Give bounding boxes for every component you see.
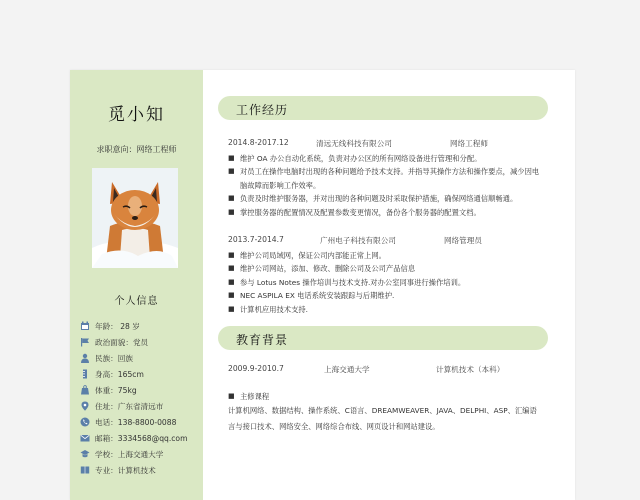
info-politics: 政治面貌：党员 — [80, 334, 200, 350]
info-email: 邮箱：3334568@qq.com — [80, 430, 200, 446]
email-icon — [80, 433, 90, 443]
info-height: 身高：165cm — [80, 366, 200, 382]
work-experience-title: 工作经历 — [236, 103, 289, 117]
fox-image — [92, 168, 178, 268]
work-experience-header — [218, 96, 548, 120]
list-item: ■ 参与 Lotus Notes 操作培训与技术支持.对办公室同事进行操作培训。 — [228, 277, 466, 287]
profile-photo — [92, 168, 178, 268]
info-weight: 体重：75kg — [80, 382, 200, 398]
candidate-name: 觅小知 — [108, 105, 165, 125]
job-1-company: 清远无线科技有限公司 — [316, 139, 392, 148]
info-major: 专业：计算机技术 — [80, 462, 200, 478]
job-1-role: 网络工程师 — [450, 139, 488, 148]
personal-info-heading: 个人信息 — [114, 296, 159, 307]
courses-text: 计算机网络、数据结构、操作系统、C语言、DREAMWEAVER、JAVA、DELPHI、ASP、汇编语言与接口技术、网络安全、网络综合布线、网页设计和网站建设。 — [228, 406, 537, 432]
main-content — [218, 96, 548, 435]
info-phone: 电话：138-8800-0088 — [80, 414, 200, 430]
job-2-role: 网络管理员 — [444, 236, 482, 246]
job-2-period: 2013.7-2014.7 — [228, 235, 284, 245]
education-degree: 计算机技术（本科） — [436, 365, 505, 375]
education-period: 2009.9-2010.7 — [228, 364, 284, 374]
info-age: 年龄： 28 岁 — [80, 318, 200, 334]
job-1-period: 2014.8-2017.12 — [228, 138, 289, 147]
sidebar — [70, 70, 203, 500]
education-entry — [218, 364, 548, 378]
phone-icon — [80, 417, 90, 427]
list-item: ■ 掌控服务器的配置情况及配置参数变更情况，备份各个服务器的配置文档。 — [228, 207, 481, 217]
scale-icon — [80, 385, 90, 395]
list-item: ■ NEC ASPILA EX 电话系统安装跟踪与后期维护. — [228, 291, 395, 301]
job-2-company: 广州电子科技有限公司 — [320, 236, 396, 246]
list-item: ■ 维护公司局域网，保证公司内部能正常上网。 — [228, 251, 386, 261]
job-2-bullets — [228, 249, 546, 316]
job-2-header — [218, 235, 548, 249]
education-school: 上海交通大学 — [324, 365, 370, 375]
book-icon — [80, 465, 90, 475]
education-title: 教育背景 — [236, 333, 289, 348]
flag-icon — [80, 337, 90, 347]
info-ethnicity: 民族：回族 — [80, 350, 200, 366]
list-item: ■ 维护公司网站，添加、修改、删除公司及公司产品信息 — [228, 264, 416, 274]
school-icon — [80, 449, 90, 459]
job-1-bullets — [228, 152, 546, 219]
list-item: ■ 计算机应用技术支持. — [228, 304, 308, 314]
personal-info-list — [80, 318, 200, 478]
location-icon — [80, 401, 90, 411]
info-address: 住址：广东省清远市 — [80, 398, 200, 414]
courses-label-row: ■ 主修课程 — [228, 390, 548, 403]
list-item: ■ 负责及时维护服务器，并对出现的各种问题及时采取保护措施，确保网络通信顺畅通。 — [228, 194, 518, 204]
list-item: ■ 维护 OA 办公自动化系统，负责对办公区的所有网络设备进行管理和分配。 — [228, 154, 482, 163]
list-item: ■ 对员工在操作电脑时出现的各种问题给予技术支持。并指导其操作方法和操作要点，减少因电脑故障而影响工作效率。 — [228, 167, 540, 190]
ruler-icon — [80, 369, 90, 379]
person-icon — [80, 353, 90, 363]
resume-page — [70, 70, 575, 500]
education-header — [218, 326, 548, 350]
info-school: 学校：上海交通大学 — [80, 446, 200, 462]
calendar-icon — [80, 321, 90, 331]
courses-label: 主修课程 — [240, 392, 270, 402]
job-objective: 求职意向：网络工程师 — [96, 145, 177, 154]
job-1-header — [218, 138, 548, 152]
